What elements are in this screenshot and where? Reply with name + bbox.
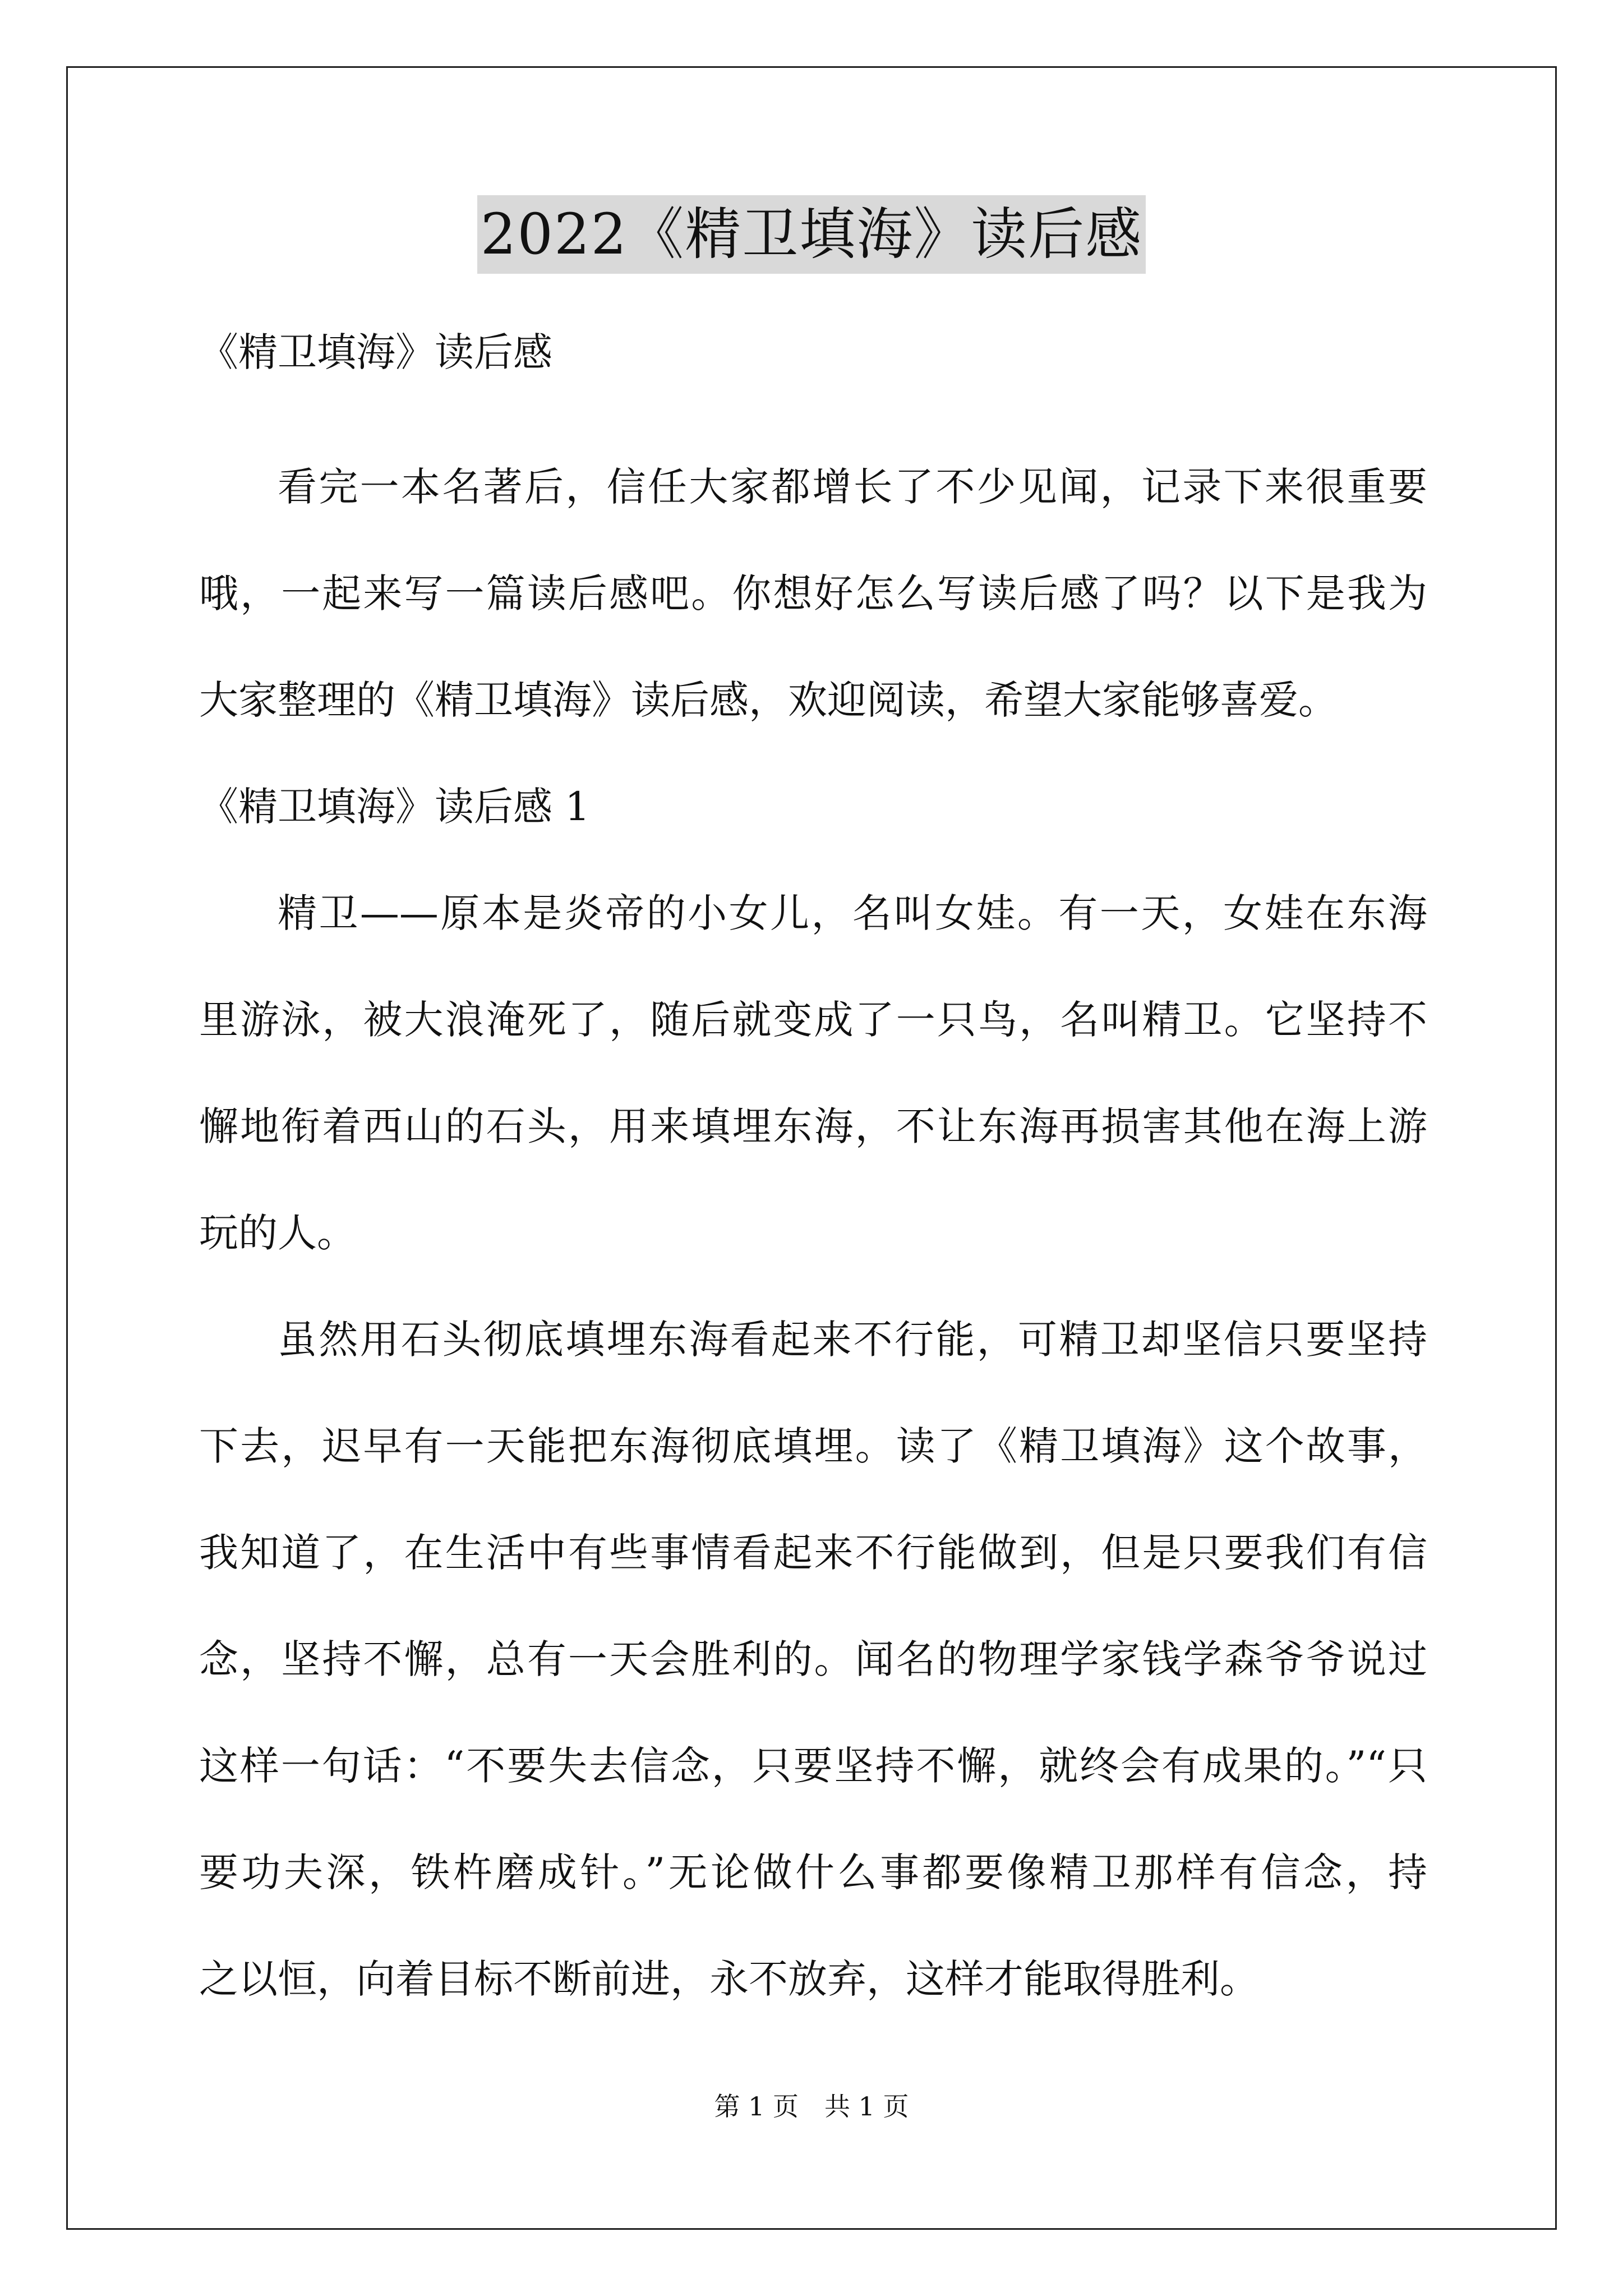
paragraph-line: 下去，迟早有一天能把东海彻底填埋。读了《精卫填海》这个故事， bbox=[199, 1423, 1427, 1469]
paragraph-line: 这样一句话：“不要失去信念，只要坚持不懈，就终会有成果的。”“只 bbox=[199, 1743, 1427, 1789]
paragraph-line: 我知道了，在生活中有些事情看起来不行能做到，但是只要我们有信 bbox=[199, 1530, 1427, 1576]
paragraph-line: 玩的人。 bbox=[199, 1210, 356, 1256]
title-container bbox=[0, 195, 1623, 274]
page-footer: 第 1 页 共 1 页 bbox=[714, 2091, 909, 2122]
paragraph-line: 看完一本名著后，信任大家都增长了不少见闻，记录下来很重要 bbox=[278, 464, 1427, 510]
paragraph-line: 哦，一起来写一篇读后感吧。你想好怎么写读后感了吗？以下是我为 bbox=[199, 570, 1427, 616]
subtitle-line: 《精卫填海》读后感 bbox=[199, 329, 552, 375]
paragraph-line: 懈地衔着西山的石头，用来填埋东海，不让东海再损害其他在海上游 bbox=[199, 1103, 1427, 1149]
document-title: 2022《精卫填海》读后感 bbox=[477, 195, 1146, 274]
paragraph-line: 大家整理的《精卫填海》读后感，欢迎阅读，希望大家能够喜爱。 bbox=[199, 677, 1338, 723]
paragraph-line: 之以恒，向着目标不断前进，永不放弃，这样才能取得胜利。 bbox=[199, 1956, 1259, 2002]
paragraph-line: 虽然用石头彻底填埋东海看起来不行能，可精卫却坚信只要坚持 bbox=[278, 1317, 1427, 1363]
paragraph-line: 里游泳，被大浪淹死了，随后就变成了一只鸟，名叫精卫。它坚持不 bbox=[199, 997, 1427, 1043]
paragraph-line: 念，坚持不懈，总有一天会胜利的。闻名的物理学家钱学森爷爷说过 bbox=[199, 1636, 1427, 1682]
paragraph-line: 要功夫深，铁杵磨成针。”无论做什么事都要像精卫那样有信念，持 bbox=[199, 1849, 1427, 1895]
paragraph-line: 精卫——原本是炎帝的小女儿，名叫女娃。有一天，女娃在东海 bbox=[278, 890, 1427, 936]
section-heading: 《精卫填海》读后感 1 bbox=[199, 784, 590, 830]
